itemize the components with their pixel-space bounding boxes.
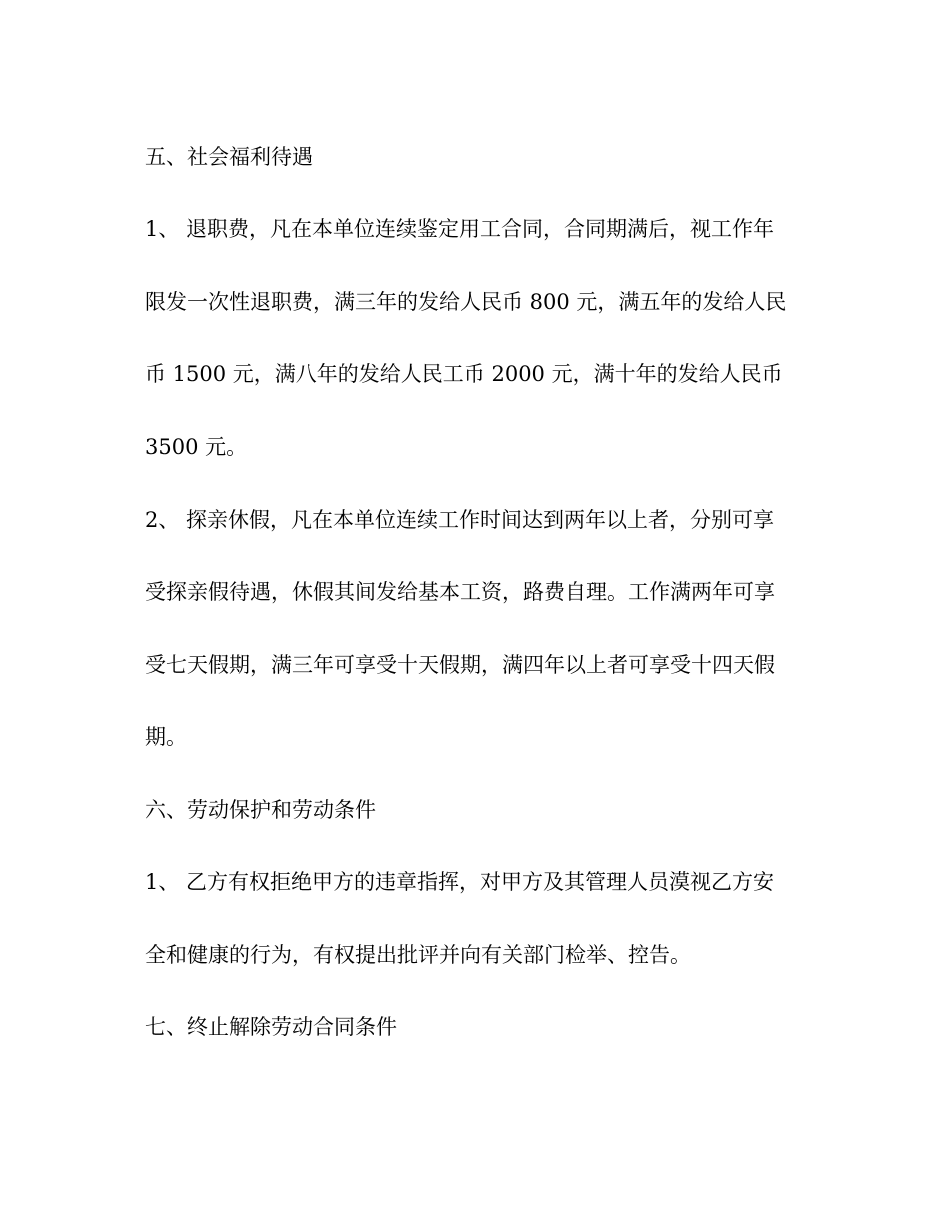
section-heading-termination: 七、终止解除劳动合同条件 xyxy=(145,1015,397,1039)
paragraph-line: 受七天假期，满三年可享受十天假期，满四年以上者可享受十四天假 xyxy=(145,653,775,677)
section-heading-labor-protection: 六、劳动保护和劳动条件 xyxy=(145,798,376,822)
paragraph-line: 3500 元。 xyxy=(145,435,248,459)
paragraph-line: 全和健康的行为，有权提出批评并向有关部门检举、控告。 xyxy=(145,943,691,967)
paragraph-line: 限发一次性退职费，满三年的发给人民币 800 元，满五年的发给人民 xyxy=(145,290,787,314)
paragraph-line: 1、 乙方有权拒绝甲方的违章指挥，对甲方及其管理人员漠视乙方安 xyxy=(145,870,775,894)
paragraph-line: 期。 xyxy=(145,725,187,749)
section-heading-welfare: 五、社会福利待遇 xyxy=(145,145,313,169)
paragraph-line: 1、 退职费，凡在本单位连续鉴定用工合同，合同期满后，视工作年 xyxy=(145,217,775,241)
paragraph-line: 2、 探亲休假，凡在本单位连续工作时间达到两年以上者，分别可享 xyxy=(145,508,775,532)
paragraph-line: 受探亲假待遇，休假其间发给基本工资，路费自理。工作满两年可享 xyxy=(145,580,775,604)
paragraph-line: 币 1500 元，满八年的发给人民工币 2000 元，满十年的发给人民币 xyxy=(145,362,783,386)
